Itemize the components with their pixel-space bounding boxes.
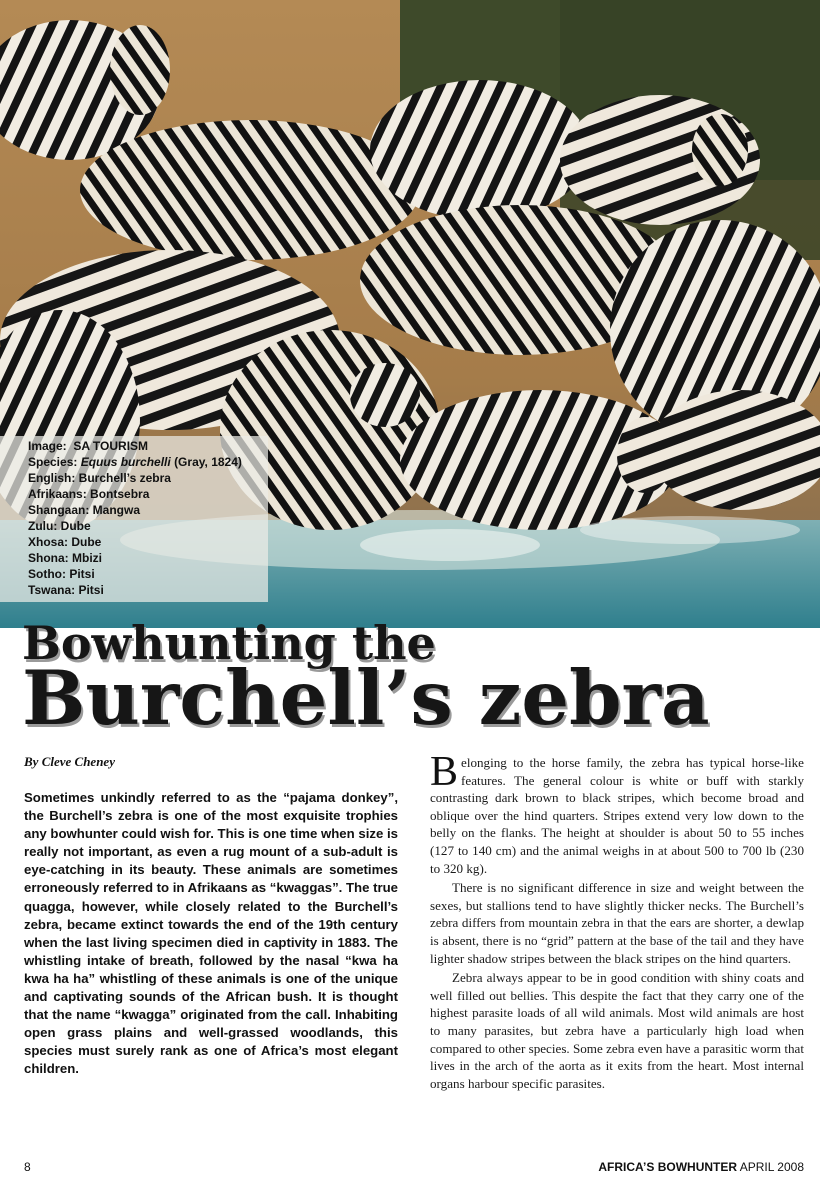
body-paragraph-1-text: elonging to the horse family, the zebra has typical horse-like features. The general colour is white or buff with starkly contrasting dark brown to black stripes, which become broad and oblique over the hind quarters. Stripes extend very low down to the belly on the flanks. The height at shoulder is about 50 to 55 inches (127 to 140 cm) and the animal weighs in at about 500 to 700 lb (230 to 320 kg). [430, 755, 804, 876]
body-column [430, 749, 804, 1094]
image-credit [28, 439, 148, 453]
zulu-name: Zulu: Dube [28, 519, 91, 533]
english-name: English: Burchell’s zebra [28, 471, 171, 485]
sotho-name: Sotho: Pitsi [28, 567, 95, 581]
xhosa-name: Xhosa: Dube [28, 535, 102, 549]
body-paragraph-1 [430, 749, 804, 877]
species-line [28, 455, 242, 469]
byline: By Cleve Cheney [24, 754, 115, 769]
lead-paragraph: Sometimes unkindly referred to as the “pajama donkey”, the Burchell’s zebra is one of the most exquisite trophies any bowhunter could wish for. This is one time when size is really not important, as even a rug mount of a sub-adult is eye-catching in its beauty. These animals are sometimes erroneously referred to in Afrikaans as “kwaggas”. The true quagga, however, while closely related to the Burchell’s zebra, became extinct towards the end of the 19th century when the last living specimen died in captivity in 1883. The whistling intake of breath, followed by the nasal “kwa ha kwa ha ha” whistling of these animals is one of the unique and captivating sounds of the African bush. It is thought that the name “kwagga” originated from the call. Inhabiting open grass plains and well-grassed woodlands, this species must surely rank as one of Africa’s most elegant children. [24, 790, 399, 1077]
publication-footer [598, 1160, 804, 1174]
article-title-line1: Bowhunting the [22, 616, 436, 670]
drop-cap: B [430, 749, 459, 795]
page-number: 8 [24, 1160, 31, 1174]
publication-name: AFRICA’S BOWHUNTER [598, 1160, 738, 1174]
body-paragraph-2: There is no significant difference in size and weight between the sexes, but stallions tend to have slightly thicker necks. The Burchell’s zebra differs from mountain zebra in that the ears are shorter, a dewlap is absent, there is no “grid” pattern at the base of the tail and they have lighter shadow stripes between the black stripes on the hind quarters. [430, 880, 804, 966]
tswana-name: Tswana: Pitsi [28, 583, 104, 597]
species-info-box [0, 436, 268, 602]
species-label: Species: [28, 455, 78, 469]
species-value: Equus burchelli [80, 455, 171, 469]
body-paragraph-3: Zebra always appear to be in good condition with shiny coats and well filled out bellies. This despite the fact that they carry one of the highest parasite loads of all wild animals. Most wild animals are host to many parasites, but zebra have a particularly high load when compared to other species. Some zebra even have a parasitic worm that lives in the arch of the aorta as it exits from the heart. Most internal organs harbour specific parasites. [430, 970, 804, 1091]
shangaan-name: Shangaan: Mangwa [28, 503, 141, 517]
shona-name: Shona: Mbizi [28, 551, 102, 565]
species-authority: (Gray, 1824) [174, 455, 242, 469]
article-title-line2: Burchell’s zebra [22, 654, 710, 742]
afrikaans-name: Afrikaans: Bontsebra [28, 487, 150, 501]
issue-date: APRIL 2008 [739, 1160, 804, 1174]
image-credit-value: SA TOURISM [73, 439, 149, 453]
image-credit-label: Image: [28, 439, 67, 453]
